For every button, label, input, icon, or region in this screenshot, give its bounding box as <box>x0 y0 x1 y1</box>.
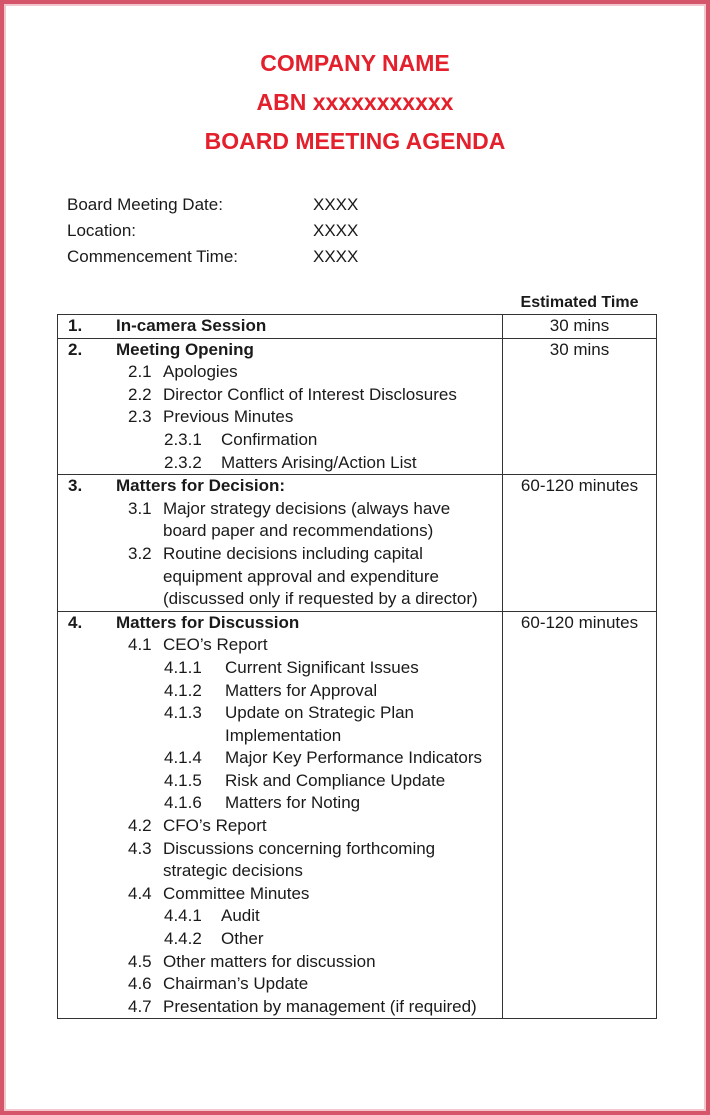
section-number: 2. <box>68 339 83 359</box>
item-number: 4.1.1 <box>164 657 202 677</box>
item-number: 4.7 <box>128 996 152 1016</box>
item-number: 4.5 <box>128 951 152 971</box>
agenda-section-1 <box>58 315 657 339</box>
agenda-item <box>58 384 502 407</box>
item-text: Matters Arising/Action List <box>221 452 417 472</box>
section-title: Matters for Discussion <box>116 612 300 632</box>
section-heading <box>58 339 502 362</box>
item-number: 4.2 <box>128 816 152 836</box>
item-text: Routine decisions including capital equipment approval and expenditure (discussed only if requested by a director) <box>163 543 478 609</box>
section-heading <box>58 612 502 635</box>
item-text: Other <box>221 929 264 949</box>
item-text: Discussions concerning forthcoming strategic decisions <box>163 838 436 881</box>
agenda-item <box>58 996 502 1019</box>
item-number: 4.4.1 <box>164 906 202 926</box>
agenda-item <box>58 634 502 657</box>
section-number: 4. <box>68 612 83 632</box>
agenda-item <box>58 883 502 906</box>
section-heading <box>58 475 502 498</box>
item-text: CFO’s Report <box>163 816 267 836</box>
item-number: 4.1.6 <box>164 793 202 813</box>
item-number: 4.1 <box>128 635 152 655</box>
agenda-item <box>58 838 502 883</box>
agenda-section-2 <box>58 338 657 475</box>
item-text: Committee Minutes <box>163 883 310 903</box>
agenda-section-4 <box>58 611 657 1019</box>
section-title: Matters for Decision: <box>116 476 286 496</box>
item-number: 4.1.3 <box>164 703 202 723</box>
agenda-item <box>58 543 502 611</box>
agenda-item <box>58 498 502 543</box>
item-number: 2.3.1 <box>164 429 202 449</box>
item-number: 2.1 <box>128 362 152 382</box>
estimated-time-header: Estimated Time <box>520 294 639 311</box>
meeting-date-row <box>67 192 358 218</box>
section-number: 3. <box>68 476 83 496</box>
agenda-subitem <box>58 928 502 951</box>
commencement-time-row <box>67 244 358 270</box>
item-text: Chairman’s Update <box>163 974 309 994</box>
item-text: Previous Minutes <box>163 407 294 427</box>
item-text: Update on Strategic Plan Implementation <box>225 703 415 745</box>
item-text: Apologies <box>163 362 238 382</box>
item-number: 2.3.2 <box>164 452 202 472</box>
item-text: Audit <box>221 906 260 926</box>
agenda-subitem <box>58 770 502 793</box>
item-text: Current Significant Issues <box>225 657 419 677</box>
agenda-item <box>58 951 502 974</box>
agenda-section-3 <box>58 475 657 612</box>
section-1-time: 30 mins <box>503 315 657 339</box>
item-text: Presentation by management (if required) <box>163 996 477 1016</box>
section-number: 1. <box>68 316 83 335</box>
item-number: 3.1 <box>128 498 152 518</box>
item-text: Other matters for discussion <box>163 951 376 971</box>
item-text: Confirmation <box>221 429 318 449</box>
item-text: Risk and Compliance Update <box>225 770 446 790</box>
location-row <box>67 218 358 244</box>
item-number: 3.2 <box>128 543 152 563</box>
agenda-item <box>58 361 502 384</box>
agenda-table <box>57 314 657 1019</box>
section-title: Meeting Opening <box>116 339 254 359</box>
agenda-subitem <box>58 905 502 928</box>
item-number: 4.4 <box>128 883 152 903</box>
meeting-details <box>67 192 358 270</box>
item-text: Major strategy decisions (always have board paper and recommendations) <box>163 498 451 541</box>
item-text: Matters for Approval <box>225 680 378 700</box>
commencement-time-label: Commencement Time: <box>67 247 238 266</box>
section-3-time: 60-120 minutes <box>503 475 657 612</box>
agenda-item <box>58 973 502 996</box>
section-2-content <box>58 338 503 475</box>
location-label: Location: <box>67 221 136 240</box>
item-number: 4.1.4 <box>164 748 202 768</box>
item-number: 4.3 <box>128 838 152 858</box>
item-text: CEO’s Report <box>163 635 268 655</box>
agenda-item <box>58 815 502 838</box>
agenda-item <box>58 406 502 429</box>
item-number: 2.2 <box>128 384 152 404</box>
document-header <box>0 44 710 161</box>
agenda-subitem <box>58 680 502 703</box>
item-number: 4.1.2 <box>164 680 202 700</box>
company-name: COMPANY NAME <box>260 50 450 76</box>
item-number: 4.6 <box>128 974 152 994</box>
agenda-subitem <box>58 657 502 680</box>
meeting-date-value: XXXX <box>313 195 359 214</box>
commencement-time-value: XXXX <box>313 247 359 266</box>
agenda-subitem <box>58 792 502 815</box>
section-1-content <box>58 315 503 339</box>
section-2-time: 30 mins <box>503 338 657 475</box>
section-title: In-camera Session <box>116 316 267 335</box>
agenda-subitem <box>58 702 502 747</box>
section-4-content <box>58 611 503 1019</box>
item-text: Director Conflict of Interest Disclosures <box>163 384 457 404</box>
section-3-content <box>58 475 503 612</box>
agenda-subitem <box>58 429 502 452</box>
document-title: BOARD MEETING AGENDA <box>204 128 506 154</box>
section-heading <box>58 315 502 338</box>
item-text: Major Key Performance Indicators <box>225 748 482 768</box>
item-number: 2.3 <box>128 407 152 427</box>
item-number: 4.1.5 <box>164 770 202 790</box>
abn-number: ABN xxxxxxxxxxx <box>256 89 454 115</box>
location-value: XXXX <box>313 221 359 240</box>
item-text: Matters for Noting <box>225 793 361 813</box>
item-number: 4.4.2 <box>164 929 202 949</box>
agenda-subitem <box>58 452 502 475</box>
agenda-subitem <box>58 747 502 770</box>
section-4-time: 60-120 minutes <box>503 611 657 1019</box>
meeting-date-label: Board Meeting Date: <box>67 195 223 214</box>
